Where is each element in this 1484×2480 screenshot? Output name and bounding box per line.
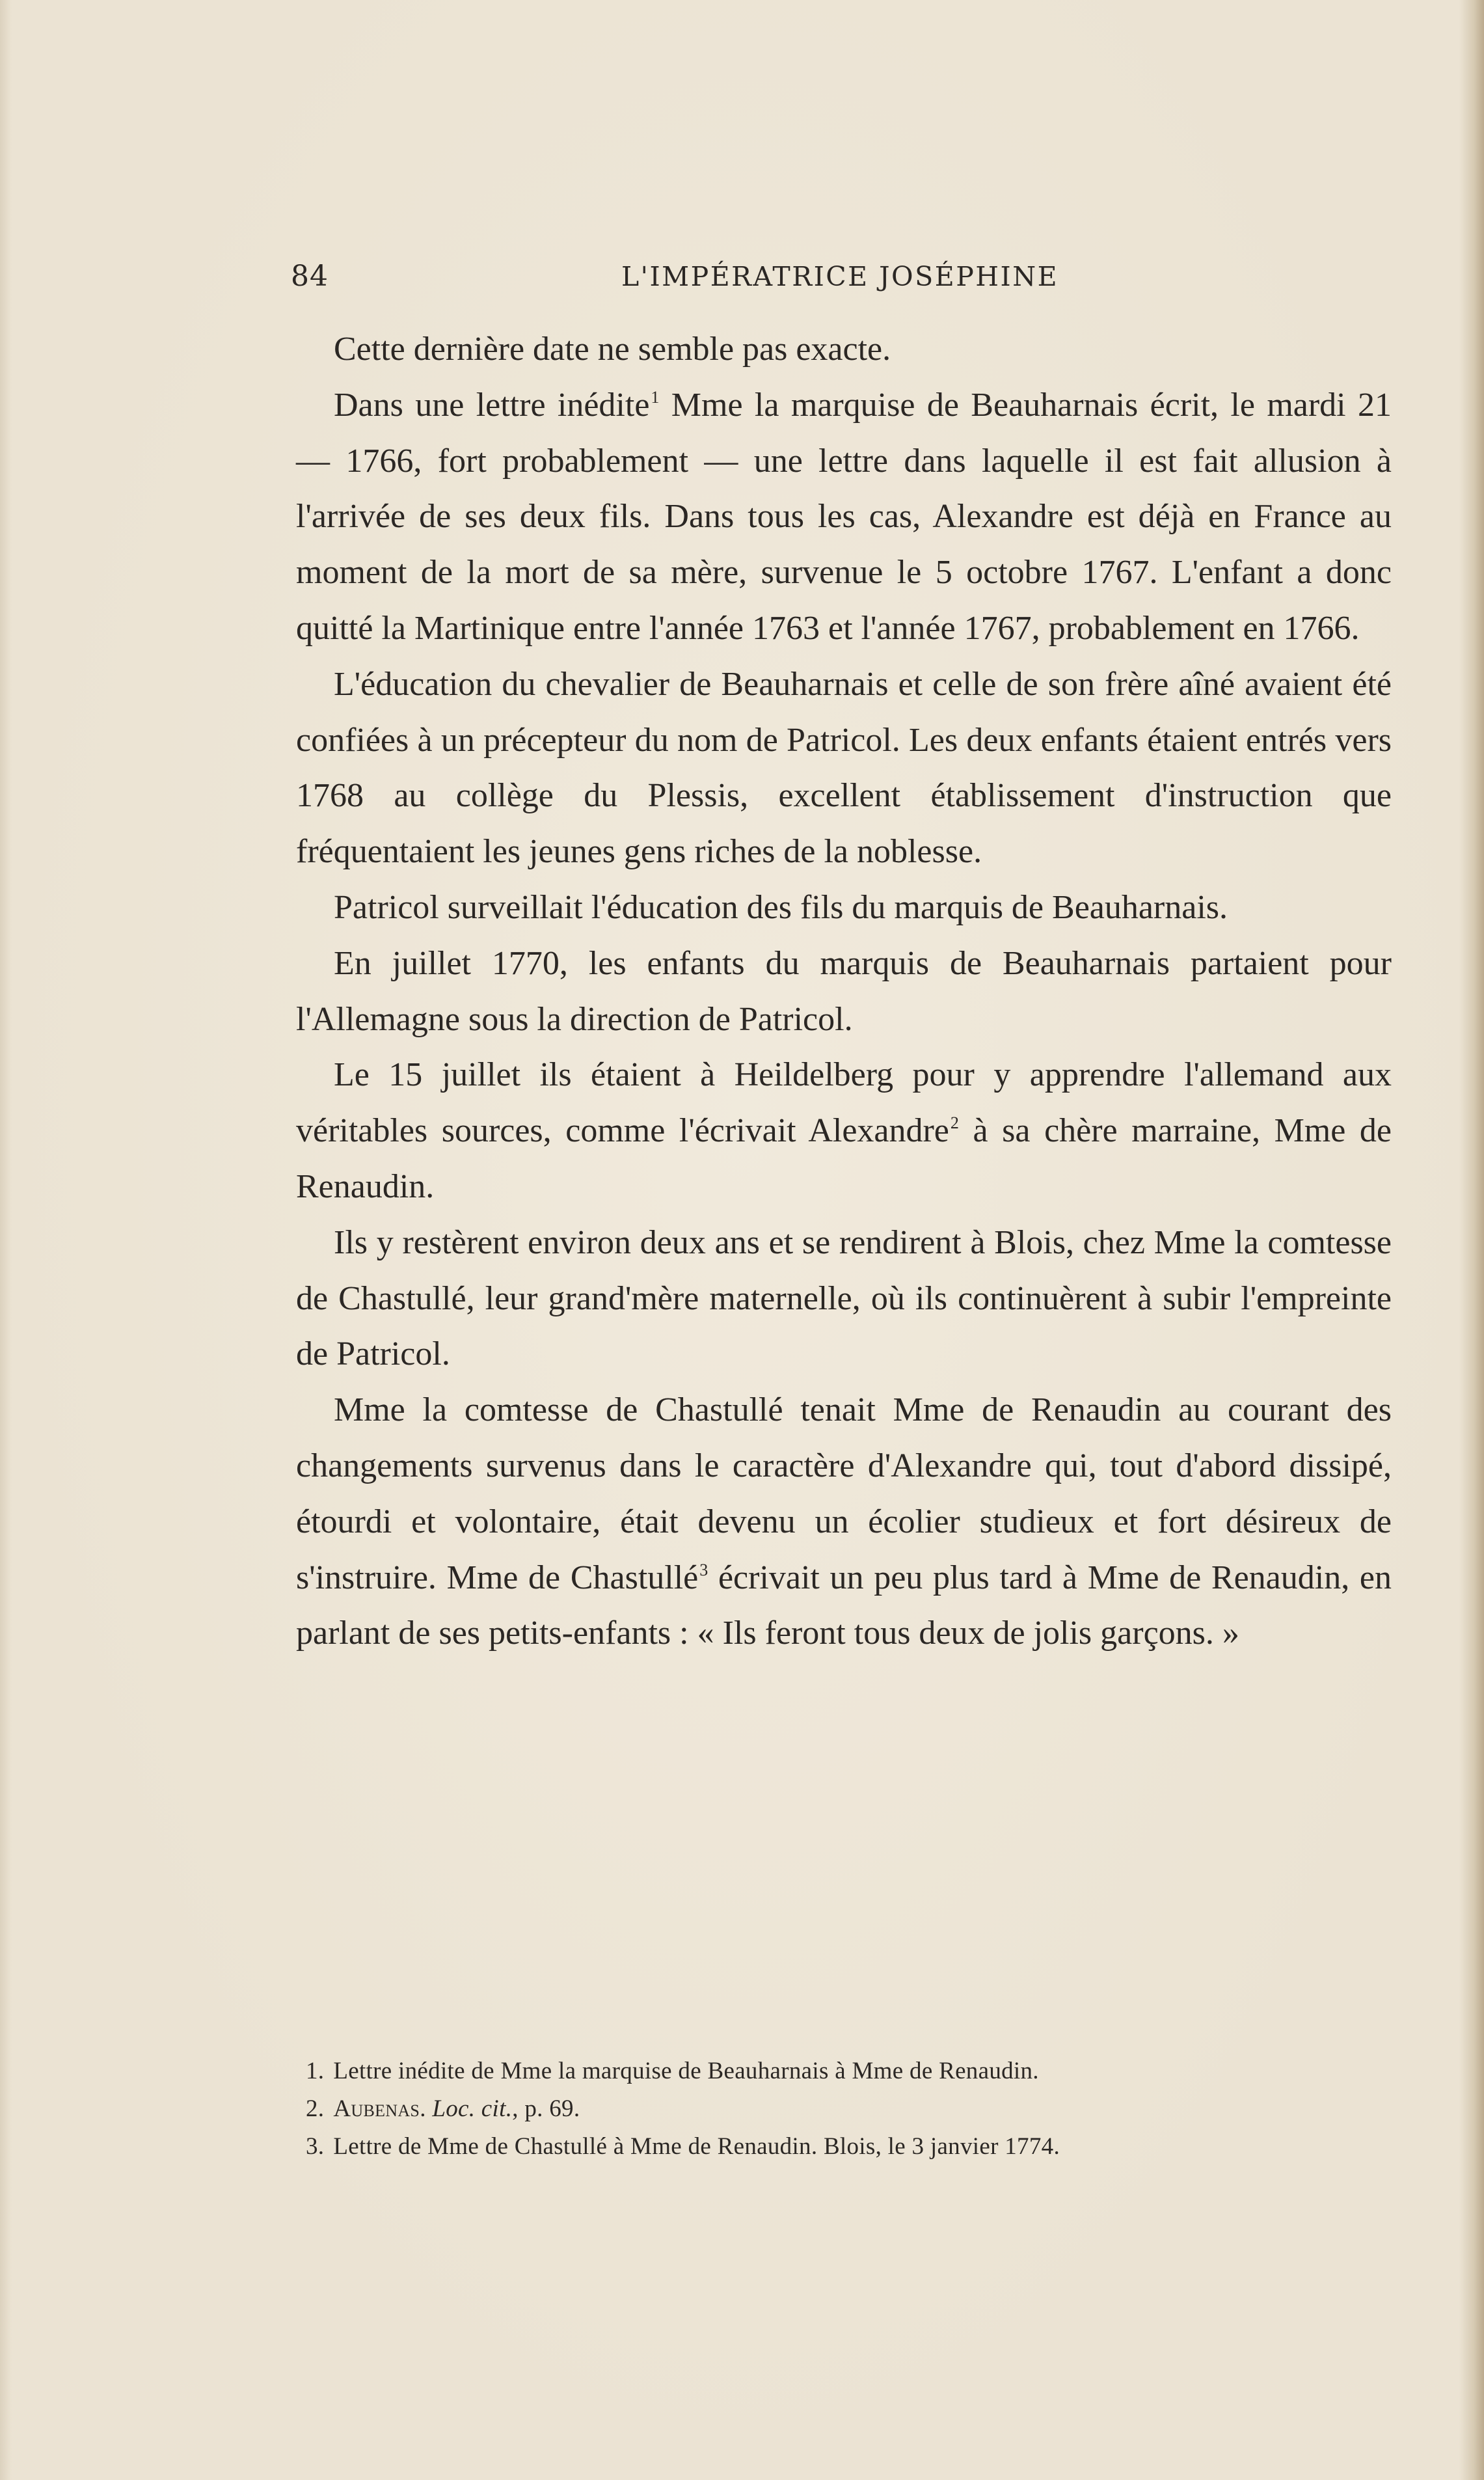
text-run: , p. 69. [512,2095,580,2122]
page-left-edge-shadow [0,0,12,2480]
footnote-reference: 3 [699,1560,708,1579]
footnote-number: 3. [306,2133,325,2160]
text-run: En juillet 1770, les enfants du marquis de Beauharnais partaient pour l'Allemagne sous la direction de Patricol. [296,944,1392,1038]
page-number: 84 [291,260,329,293]
page-right-edge-shadow [1459,0,1484,2480]
text-run: à sa chère marraine, Mme de Renaudin. [296,1112,1392,1205]
paragraph [296,1047,1392,1214]
paragraph [296,1382,1392,1661]
paragraph [296,321,1392,377]
page-header [291,254,1389,299]
text-run: Lettre de Mme de Chastullé à Mme de Renaudin. Blois, le 3 janvier 1774. [333,2133,1060,2160]
footnote [306,2090,1412,2128]
text-run: . [420,2095,433,2122]
text-run: Patricol surveillait l'éducation des fils du marquis de Beauharnais. [334,888,1228,926]
paragraph [296,936,1392,1048]
footnote-reference: 2 [950,1113,959,1133]
text-run: Lettre inédite de Mme la marquise de Beauharnais à Mme de Renaudin. [333,2058,1039,2084]
text-run: Dans une lettre inédite [334,386,650,424]
body-text [296,321,1392,1661]
footnote-number: 1. [306,2058,325,2084]
text-run: Mme la comtesse de Chastullé tenait Mme de Renaudin au courant des changements survenus dans le caractère d'Alexandre qui, tout d'abord dissipé, étourdi et volontaire, était devenu un écolier studieux et fort désireux de s'instruire. Mme de Chastullé [296,1391,1392,1596]
text-run: Cette dernière date ne semble pas exacte. [334,331,891,368]
footnote [306,2128,1412,2166]
paragraph [296,880,1392,936]
text-run: Mme la marquise de Beauharnais écrit, le mardi 21 — 1766, fort probablement — une lettre dans laquelle il est fait allusion à l'arrivée de ses deux fils. Dans tous les cas, Alexandre est déjà en France au moment de la mort de sa mère, survenue le 5 octobre 1767. L'enfant a donc quitté la Martinique entre l'année 1763 et l'année 1767, probablement en 1766. [296,386,1392,647]
text-run: Le 15 juillet ils étaient à Heildelberg pour y apprendre l'allemand aux véritables sources, comme l'écrivait Alexandre [296,1056,1392,1150]
text-run: L'éducation du chevalier de Beauharnais et celle de son frère aîné avaient été confiées à un précepteur du nom de Patricol. Les deux enfants étaient entrés vers 1768 au collège du Plessis, excellent établissement d'instruction que fréquentaient les jeunes gens riches de la noblesse. [296,665,1392,871]
footnote-number: 2. [306,2095,325,2122]
footnote [306,2052,1412,2090]
text-run: écrivait un peu plus tard à Mme de Renaudin, en parlant de ses petits-enfants : « Ils feront tous deux de jolis garçons. » [296,1559,1392,1652]
paragraph [296,657,1392,880]
footnote-reference: 1 [651,387,660,407]
author-name: Aubenas [333,2095,420,2122]
running-title: L'IMPÉRATRICE JOSÉPHINE [621,261,1059,292]
citation-abbrev: Loc. cit. [432,2095,513,2122]
text-run: Ils y restèrent environ deux ans et se rendirent à Blois, chez Mme la comtesse de Chastullé, leur grand'mère maternelle, où ils continuèrent à subir l'empreinte de Patricol. [296,1223,1392,1373]
footnotes [306,2052,1412,2166]
paragraph [296,1215,1392,1382]
paragraph [296,377,1392,657]
